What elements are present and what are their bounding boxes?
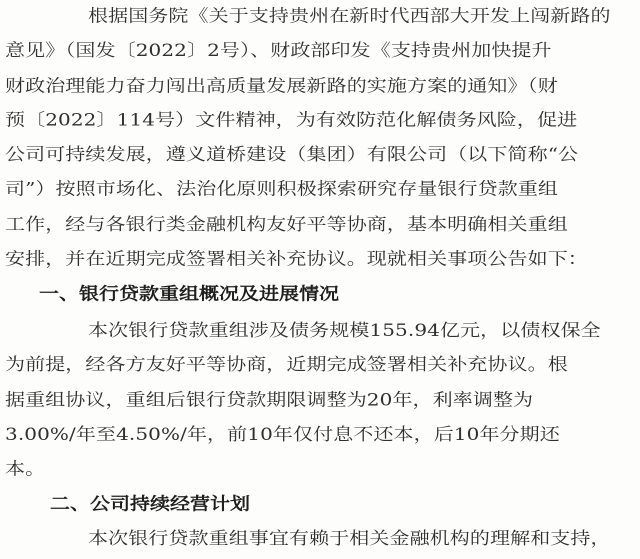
paragraph-2-line-4: 3.00%/年至4.50%/年，前10年仅付息不还本，后10年分期还: [5, 423, 560, 445]
paragraph-1-line-4: 预〔2022〕114号）文件精神，为有效防范化解债务风险，促进: [5, 109, 578, 131]
paragraph-1-line-6: 司”）按照市场化、法治化原则积极探索研究存量银行贷款重组: [5, 178, 559, 199]
paragraph-2-line-1: 本次银行贷款重组涉及债务规模155.94亿元，以债权保全: [88, 319, 601, 341]
paragraph-3-line-1: 本次银行贷款重组事宜有赖于相关金融机构的理解和支持，: [88, 527, 611, 549]
paragraph-1-line-8: 安排，并在近期完成签署相关补充协议。现就相关事项公告如下：: [5, 247, 588, 269]
paragraph-1-line-2: 意见》（国发〔2022〕2号）、财政部印发《支持贵州加快提升: [5, 39, 552, 61]
section-heading-1: 一、银行贷款重组概况及进展情况: [39, 283, 339, 304]
paragraph-2-line-3: 据重组协议，重组后银行贷款期限调整为20年，利率调整为: [5, 389, 534, 410]
paragraph-2-line-2: 为前提，经各方友好平等协商，近期完成签署相关补充协议。根: [5, 353, 568, 375]
paragraph-1-line-5: 公司可持续发展，遵义道桥建设（集团）有限公司（以下简称“公: [5, 143, 579, 165]
paragraph-1-line-1: 根据国务院《关于支持贵州在新时代西部大开发上闯新路的: [88, 5, 611, 26]
paragraph-1-line-3: 财政治理能力奋力闯出高质量发展新路的实施方案的通知》（财: [5, 74, 558, 96]
paragraph-1-line-7: 工作，经与各银行类金融机构友好平等协商，基本明确相关重组: [5, 213, 568, 235]
paragraph-2-line-5: 本。: [5, 458, 46, 479]
section-heading-2: 二、公司持续经营计划: [50, 493, 250, 515]
